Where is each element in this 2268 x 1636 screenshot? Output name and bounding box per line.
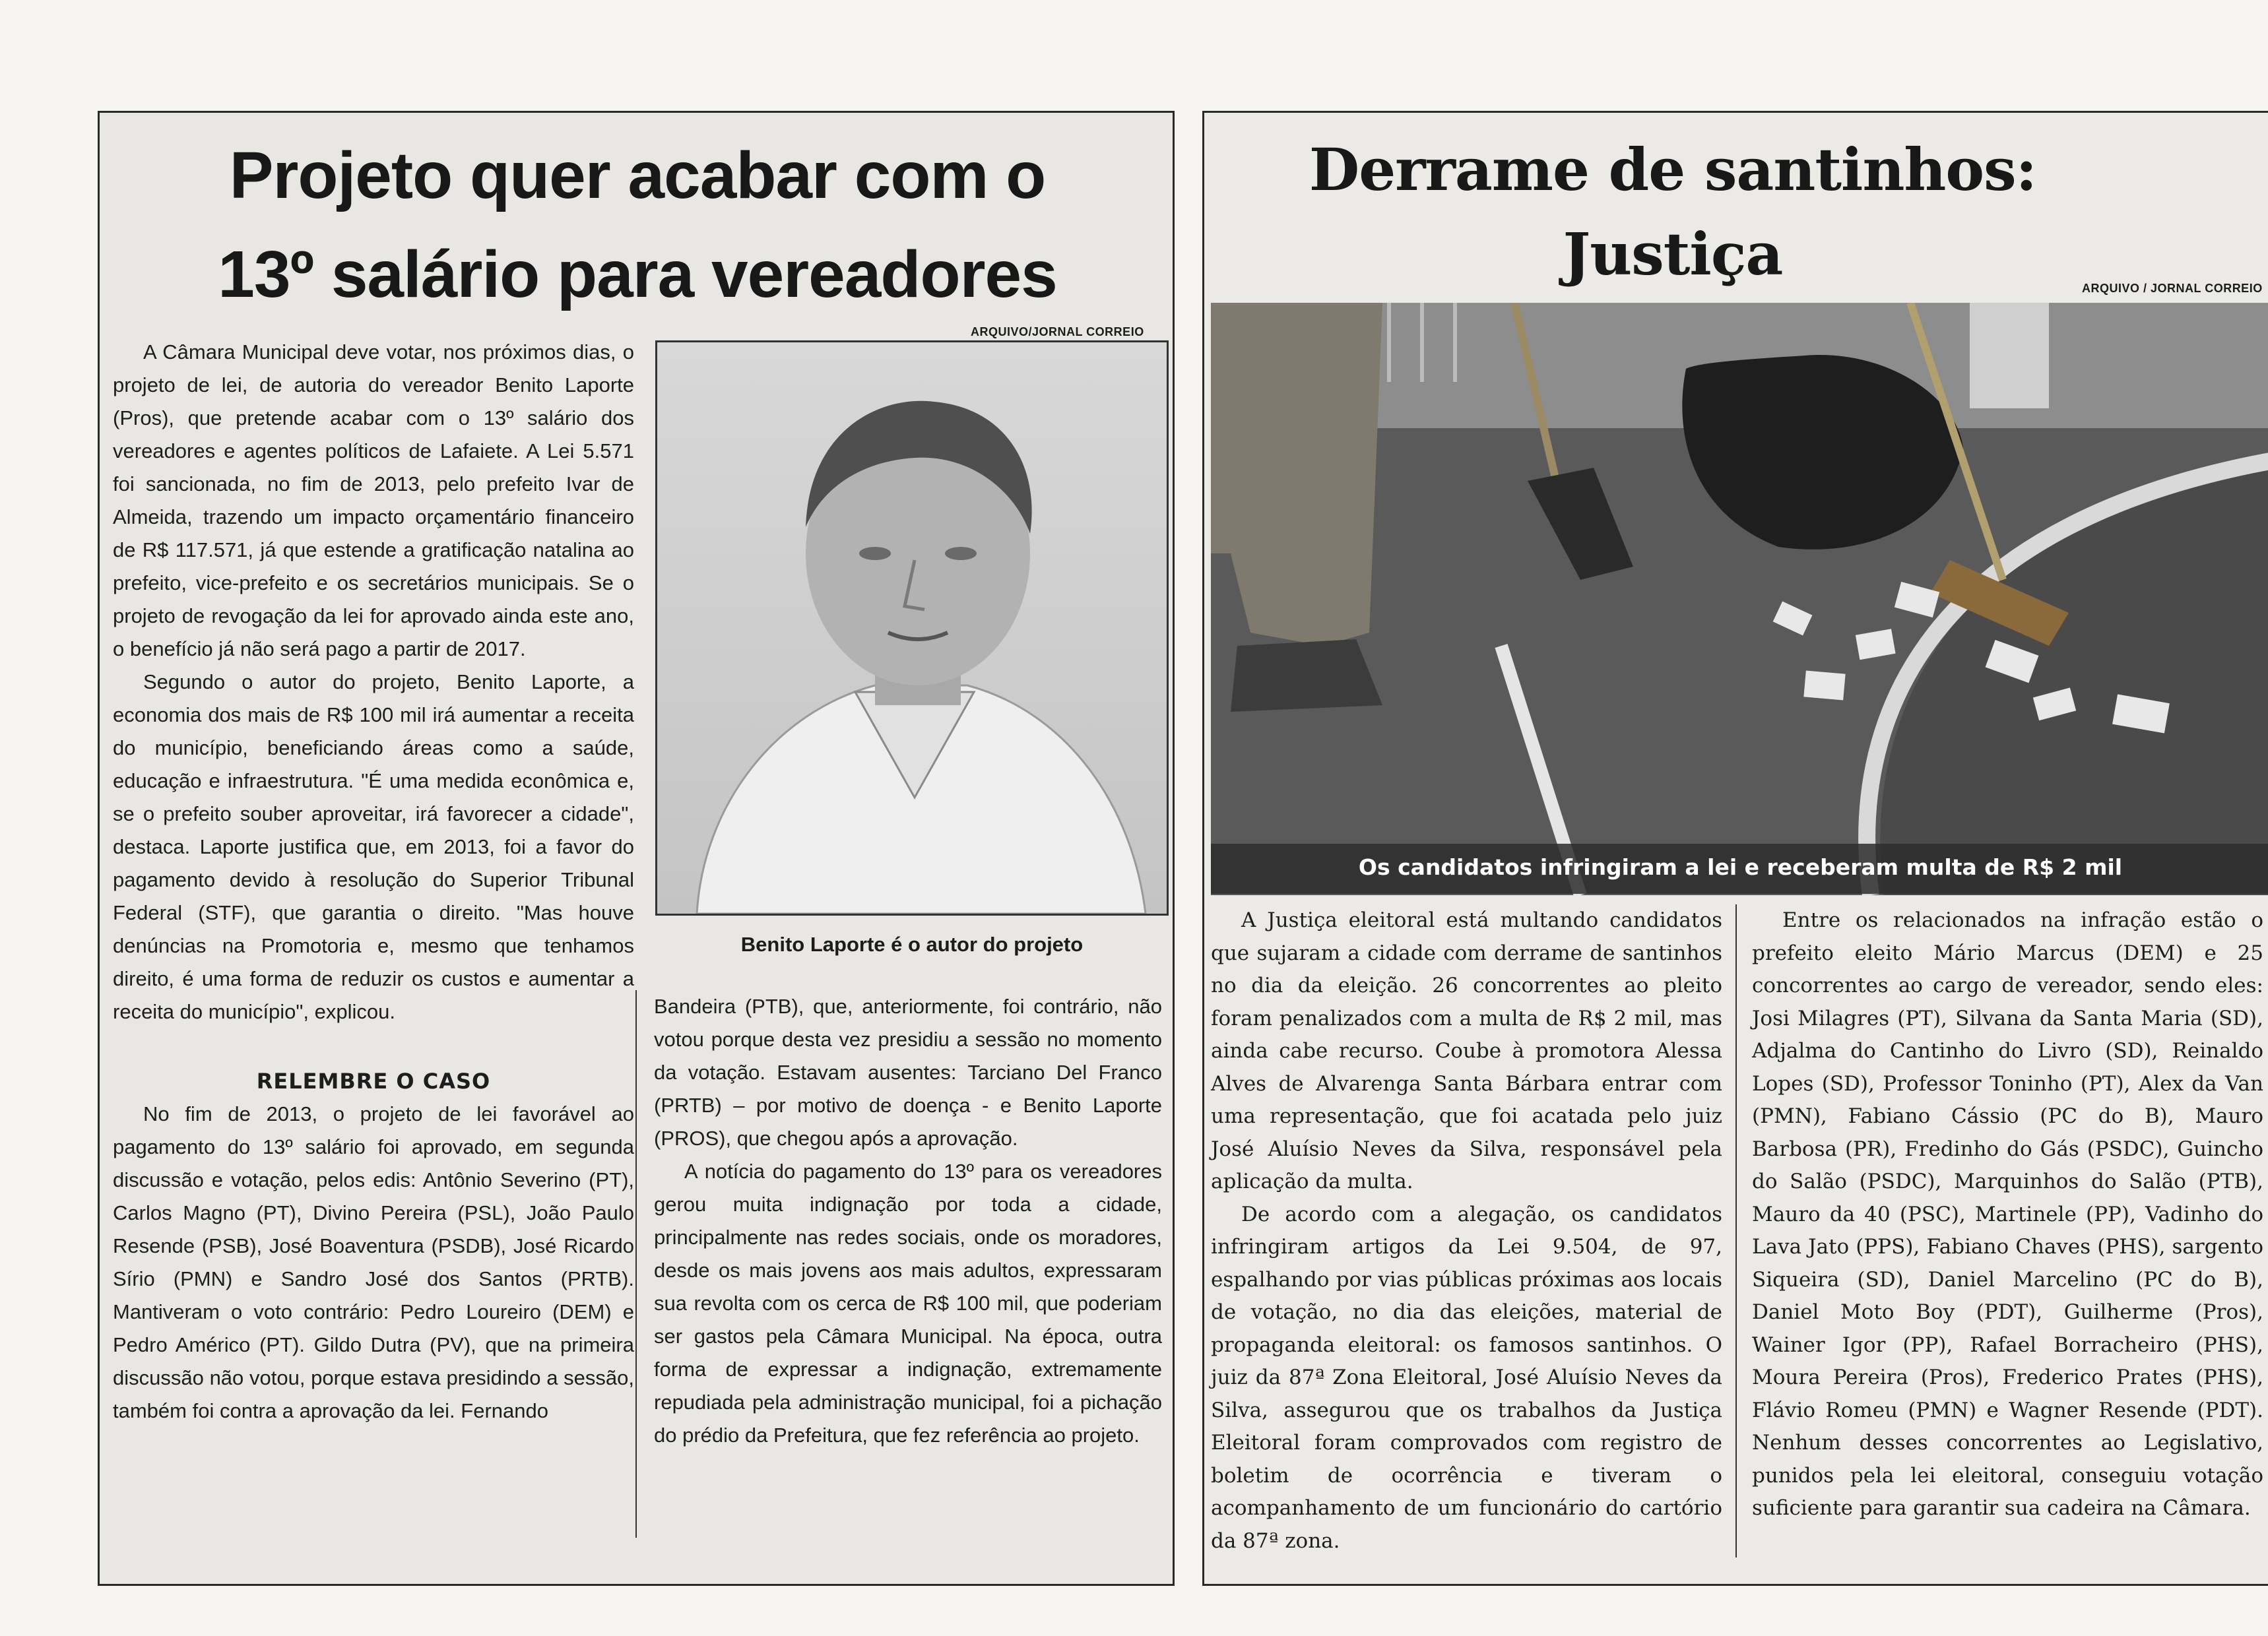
- section-subhead: RELEMBRE O CASO: [256, 1069, 491, 1094]
- paragraph: Segundo o autor do projeto, Benito Laporte, a economia dos mais de R$ 100 mil irá aumentar a receita do município, beneficiando áreas como a saúde, educação e infraestrutura. "É uma medida econômica e, se o prefeito souber aproveitar, irá favorecer a cidade", destaca. Laporte justifica que, em 2013, foi a favor do pagamento devido à resolução do Superior Tribunal Federal (STF), que garantia o direito. "Mas houve denúncias na Promotoria e, mesmo que tenhamos direito, é uma forma de reduzir os custos e aumentar a receita do município", explicou.: [113, 670, 634, 1023]
- left-headline: [113, 126, 1162, 324]
- left-photo-caption: Benito Laporte é o autor do projeto: [740, 933, 1084, 956]
- right-article: [1202, 111, 2268, 1586]
- left-headline-line2: 13º salário para vereadores: [218, 237, 1057, 311]
- left-column-2: [654, 990, 1162, 1452]
- right-photo-credit: ARQUIVO / JORNAL CORREIO: [2082, 282, 2263, 295]
- paragraph: Entre os relacionados na infração estão o prefeito eleito Mário Marcus (DEM) e 25 concorrentes ao cargo de vereador, sendo eles: Josi Milagres (PT), Silvana da Santa Maria (SD), Adjalma do Cantinho do Livro (SD), Reinaldo Lopes (SD), Professor Toninho (PT), Alex da Van (PMN), Fabiano Cássio (PC do B), Mauro Barbosa (PR), Fredinho do Gás (PSDC), Guincho do Salão (PSDC), Marquinhos do Salão (PTB), Mauro da 40 (PSC), Martinele (PP), Vadinho do Lava Jato (PPS), Fabiano Chaves (PHS), sargento Siqueira (SD), Daniel Marcelino (PC do B), Daniel Moto Boy (PDT), Guilherme (Pros), Wainer Igor (PP), Rafael Borracheiro (PHS), Moura Pereira (Pros), Frederico Prates (PHS), Flávio Romeu (PMN) e Wagner Resende (PDT). Nenhum desses concorrentes ao Legislativo, punidos pela lei eleitoral, conseguiu votação suficiente para garantir sua cadeira na Câmara.: [1752, 908, 2263, 1520]
- right-photo-caption: Os candidatos infringiram a lei e receberam multa de R$ 2 mil: [1358, 854, 2123, 880]
- street-scene-illustration: [1211, 303, 2268, 895]
- left-photo-credit: ARQUIVO/JORNAL CORREIO: [971, 325, 1144, 338]
- paragraph: A Câmara Municipal deve votar, nos próximos dias, o projeto de lei, de autoria do vereador Benito Laporte (Pros), que pretende acabar com o 13º salário dos vereadores e agentes políticos de Lafaiete. A Lei 5.571 foi sancionada, no fim de 2013, pelo prefeito Ivar de Almeida, trazendo um impacto orçamentário financeiro de R$ 117.571, já que estende a gratificação natalina ao prefeito, vice-prefeito e os secretários municipais. Se o projeto de revogação da lei for aprovado ainda este ano, o benefício já não será pago a partir de 2017.: [113, 340, 634, 660]
- portrait-photo: [655, 340, 1169, 916]
- street-cleaning-photo: [1211, 303, 2268, 895]
- paragraph: A notícia do pagamento do 13º para os vereadores gerou muita indignação por toda a cidade, principalmente nas redes sociais, onde os moradores, desde os mais jovens aos mais adultos, expressaram sua revolta com os cerca de R$ 100 mil, que poderiam ser gastos pela Câmara Municipal. Na época, outra forma de expressar a indignação, extremamente repudiada pela administração municipal, foi a pichação do prédio da Prefeitura, que fez referência ao projeto.: [654, 1160, 1162, 1447]
- paragraph: Bandeira (PTB), que, anteriormente, foi contrário, não votou porque desta vez presidiu a sessão no momento da votação. Estavam ausentes: Tarciano Del Franco (PRTB) – por motivo de doença - e Benito Laporte (PROS), que chegou após a aprovação.: [654, 995, 1162, 1150]
- paragraph: A Justiça eleitoral está multando candidatos que sujaram a cidade com derrame de santinhos no dia da eleição. 26 concorrentes ao pleito foram penalizados com a multa de R$ 2 mil, mas ainda cabe recurso. Coube à promotora Alessa Alves de Alvarenga Santa Bárbara entrar com uma representação, que foi acatada pelo juiz José Aluísio Neves da Silva, responsável pela aplicação da multa.: [1211, 908, 1722, 1193]
- column-divider: [1735, 904, 1737, 1557]
- right-column-2: [1752, 904, 2263, 1525]
- right-column-1: [1211, 904, 1722, 1557]
- column-divider: [635, 990, 637, 1538]
- paragraph: No fim de 2013, o projeto de lei favorável ao pagamento do 13º salário foi aprovado, em segunda discussão e votação, pelos edis: Antônio Severino (PT), Carlos Magno (PT), Divino Pereira (PSL), João Paulo Resende (PSB), José Boaventura (PSDB), José Ricardo Sírio (PMN) e Sandro José dos Santos (PRTB). Mantiveram o voto contrário: Pedro Loureiro (DEM) e Pedro Américo (PT). Gildo Dutra (PV), que na primeira discussão não votou, porque estava presidindo a sessão, também foi contra a aprovação da lei. Fernando: [113, 1102, 634, 1422]
- right-headline-line1: Derrame de santinhos: Justiça: [1309, 135, 2037, 288]
- portrait-illustration: [657, 342, 1167, 914]
- left-headline-line1: Projeto quer acabar com o: [229, 139, 1046, 212]
- paragraph: De acordo com a alegação, os candidatos infringiram artigos da Lei 9.504, de 97, espalhando por vias públicas próximas aos locais de votação, no dia das eleições, material de propaganda eleitoral: os famosos santinhos. O juiz da 87ª Zona Eleitoral, José Aluísio Neves da Silva, assegurou que os trabalhos da Justiça Eleitoral foram comprovados com registro de boletim de ocorrência e tiveram o acompanhamento de um funcionário do cartório da 87ª zona.: [1211, 1202, 1722, 1553]
- left-article: [98, 111, 1175, 1586]
- left-column-1: [113, 336, 634, 1428]
